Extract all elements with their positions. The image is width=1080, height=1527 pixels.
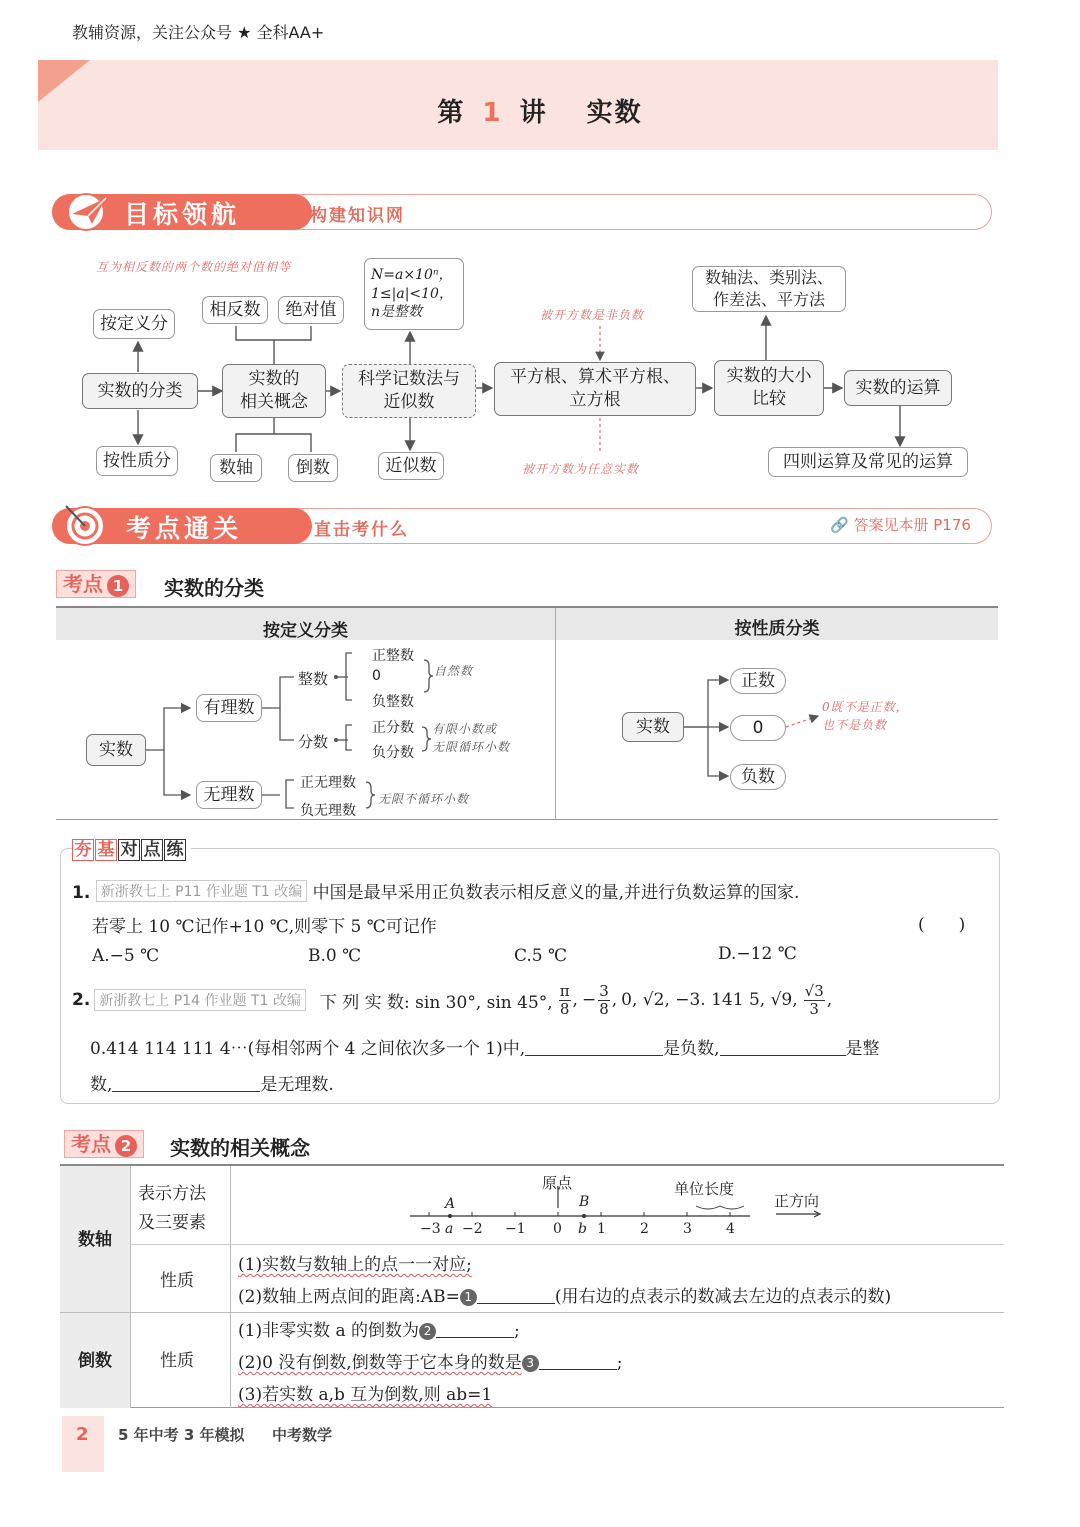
nl-tick-neg2: −2	[462, 1221, 483, 1237]
kaodian-2-name: 实数的相关概念	[170, 1136, 310, 1160]
row-reciprocal: 倒数	[78, 1350, 112, 1371]
nl-tick-1: 1	[597, 1221, 606, 1237]
blank-1[interactable]	[477, 1286, 555, 1304]
top-note: 教辅资源，关注公众号 ★ 全科AA+	[72, 23, 325, 42]
prop-positive: 正数	[730, 668, 786, 694]
node-opposite: 相反数	[202, 296, 268, 324]
node-absolute-value: 绝对值	[278, 296, 344, 324]
lecture-title: 第 1 讲 实数	[437, 98, 643, 128]
q2-blank-integer[interactable]	[720, 1038, 846, 1056]
nl-prop-2: (2)数轴上两点间的距离:AB= 1 (用右边的点表示的数减去左边的点表示的数)	[238, 1287, 892, 1307]
node-compare: 实数的大小 比较	[714, 360, 824, 416]
q2-line2: 0.414 114 111 4⋯(每相邻两个 4 之间依次多一个 1)中, 是负数, 是整	[90, 1039, 880, 1059]
q1-answer-paren[interactable]: ( )	[918, 915, 966, 935]
section-points-sub: 直击考什么	[314, 520, 409, 540]
q1-source: 新浙教七上 P11 作业题 T1 改编	[96, 880, 308, 902]
head-by-definition: 按定义分类	[263, 621, 348, 641]
note-cube: 被开方数为任意实数	[522, 462, 640, 476]
kaodian-1-tag: 考点 1	[56, 570, 136, 598]
nl-tick-neg1: −1	[505, 1221, 526, 1237]
cell-representation: 表示方法 及三要素	[138, 1184, 206, 1233]
node-compare-methods: 数轴法、类别法、 作差法、平方法	[692, 266, 846, 312]
kaodian-2-tag: 考点 2	[64, 1130, 144, 1158]
node-scientific-notation: 科学记数法与 近似数	[342, 364, 476, 418]
node-operations: 实数的运算	[844, 370, 952, 406]
q1-option-a[interactable]: A.−5 ℃	[92, 946, 160, 966]
cls-irrational: 无理数	[196, 781, 262, 809]
nl-tick-neg3: −3	[420, 1221, 441, 1237]
cls-fraction: 分数	[298, 733, 329, 751]
nl-tick-4: 4	[726, 1221, 735, 1237]
nl-direction-label: 正方向	[774, 1192, 820, 1210]
cls-frac-note: 有限小数或 无限循环小数	[432, 722, 511, 754]
node-sci-formula: N=a×10ⁿ， 1≤|a|<10， n是整数	[364, 258, 464, 330]
nl-origin-label: 原点	[542, 1174, 573, 1192]
cls-real: 实数	[86, 734, 146, 766]
prop-zero: 0	[730, 715, 786, 741]
nl-tick-2: 2	[640, 1221, 649, 1237]
cls-irr-note: 无限不循环小数	[378, 792, 470, 806]
cls-zero: 0	[372, 668, 381, 684]
cls-pos-frac: 正分数	[372, 720, 414, 736]
node-number-line: 数轴	[210, 454, 262, 482]
node-roots: 平方根、算术平方根、 立方根	[494, 362, 696, 416]
note-sqrt: 被开方数是非负数	[540, 308, 645, 322]
prop-zero-note: 0既不是正数， 也不是负数	[822, 700, 909, 732]
q2-line3: 数, 是无理数.	[90, 1075, 334, 1095]
cell-property-1: 性质	[160, 1271, 194, 1291]
nl-tick-3: 3	[683, 1221, 692, 1237]
cls-rational: 有理数	[196, 694, 262, 722]
q2-line1: 2. 新浙教七上 P14 作业题 T1 改编 下 列 实 数: sin 30°, sin 45°, $\frac{\pi}{8}$ , − $\frac{3}{8}$ , 0, √2 , −3. 141 5, √9, $\frac{√3}{3}$ ,	[72, 982, 833, 1018]
q2-source: 新浙教七上 P14 作业题 T1 改编	[94, 989, 306, 1011]
cls-pos-int: 正整数	[372, 648, 414, 664]
node-classification: 实数的分类	[82, 373, 198, 409]
book-title: 5 年中考 3 年模拟	[118, 1426, 245, 1444]
cls-natural-note: 自然数	[434, 664, 474, 678]
q1-option-c[interactable]: C.5 ℃	[514, 946, 568, 966]
frac-sqrt3-3: $\frac{√3}{3}$	[804, 982, 824, 1018]
q1-option-d[interactable]: D.−12 ℃	[718, 944, 797, 964]
cell-property-2: 性质	[160, 1351, 194, 1371]
row-number-line: 数轴	[78, 1229, 112, 1250]
answer-ref-link[interactable]: 🔗 答案见本册 P176	[830, 516, 971, 534]
section-points-title: 考点通关	[126, 514, 243, 543]
practice-label: 夯 基 对 点 练	[72, 839, 191, 861]
cls-integer: 整数	[298, 670, 329, 688]
frac-pi-8: $\frac{\pi}{8}$	[559, 982, 570, 1018]
frac-3-8: $\frac{3}{8}$	[599, 982, 609, 1018]
q1-option-b[interactable]: B.0 ℃	[308, 946, 362, 966]
node-by-definition: 按定义分	[93, 309, 175, 339]
nl-point-a: A	[445, 1196, 456, 1212]
node-approximate: 近似数	[378, 452, 444, 480]
node-related-concepts: 实数的 相关概念	[222, 364, 326, 418]
page-number: 2	[76, 1424, 89, 1445]
subject-name: 中考数学	[272, 1426, 333, 1444]
note-opposite-abs: 互为相反数的两个数的绝对值相等	[96, 260, 292, 274]
q2-blank-negative[interactable]	[525, 1038, 663, 1056]
cls-neg-int: 负整数	[372, 694, 414, 710]
section-goal-title: 目标领航	[124, 200, 241, 229]
nl-tick-a: a	[445, 1221, 454, 1237]
prop-negative: 负数	[730, 764, 786, 790]
prop-real: 实数	[622, 712, 684, 742]
recip-prop-2: (2)0 没有倒数,倒数等于它本身的数是 3 ;	[238, 1353, 623, 1373]
nl-tick-b: b	[578, 1221, 587, 1237]
nl-unit-label: 单位长度	[674, 1180, 735, 1198]
cls-neg-irr: 负无理数	[300, 803, 356, 819]
blank-2[interactable]	[436, 1320, 514, 1338]
nl-prop-1: (1)实数与数轴上的点一一对应;	[238, 1255, 472, 1275]
cls-pos-irr: 正无理数	[300, 775, 356, 791]
q1-line2: 若零上 10 ℃记作+10 ℃,则零下 5 ℃可记作	[92, 917, 437, 937]
kaodian-1-name: 实数的分类	[164, 576, 264, 600]
recip-prop-1: (1)非零实数 a 的倒数为 2 ;	[238, 1321, 520, 1341]
q1-line1: 1. 新浙教七上 P11 作业题 T1 改编 中国是最早采用正负数表示相反意义的量,并进行负数运算的国家.	[72, 878, 799, 903]
head-by-property: 按性质分类	[734, 619, 820, 639]
nl-point-b: B	[579, 1194, 590, 1210]
link-icon: 🔗	[830, 516, 849, 534]
q2-blank-irrational[interactable]	[112, 1074, 260, 1092]
node-by-property: 按性质分	[96, 446, 178, 476]
nl-tick-0: 0	[553, 1221, 562, 1237]
cls-neg-frac: 负分数	[372, 745, 414, 761]
node-operations-sub: 四则运算及常见的运算	[768, 447, 968, 477]
recip-prop-3: (3)若实数 a,b 互为倒数,则 ab=1	[238, 1385, 493, 1405]
blank-3[interactable]	[539, 1352, 617, 1370]
section-goal-sub: 构建知识网	[310, 206, 405, 226]
node-reciprocal: 倒数	[288, 454, 338, 482]
